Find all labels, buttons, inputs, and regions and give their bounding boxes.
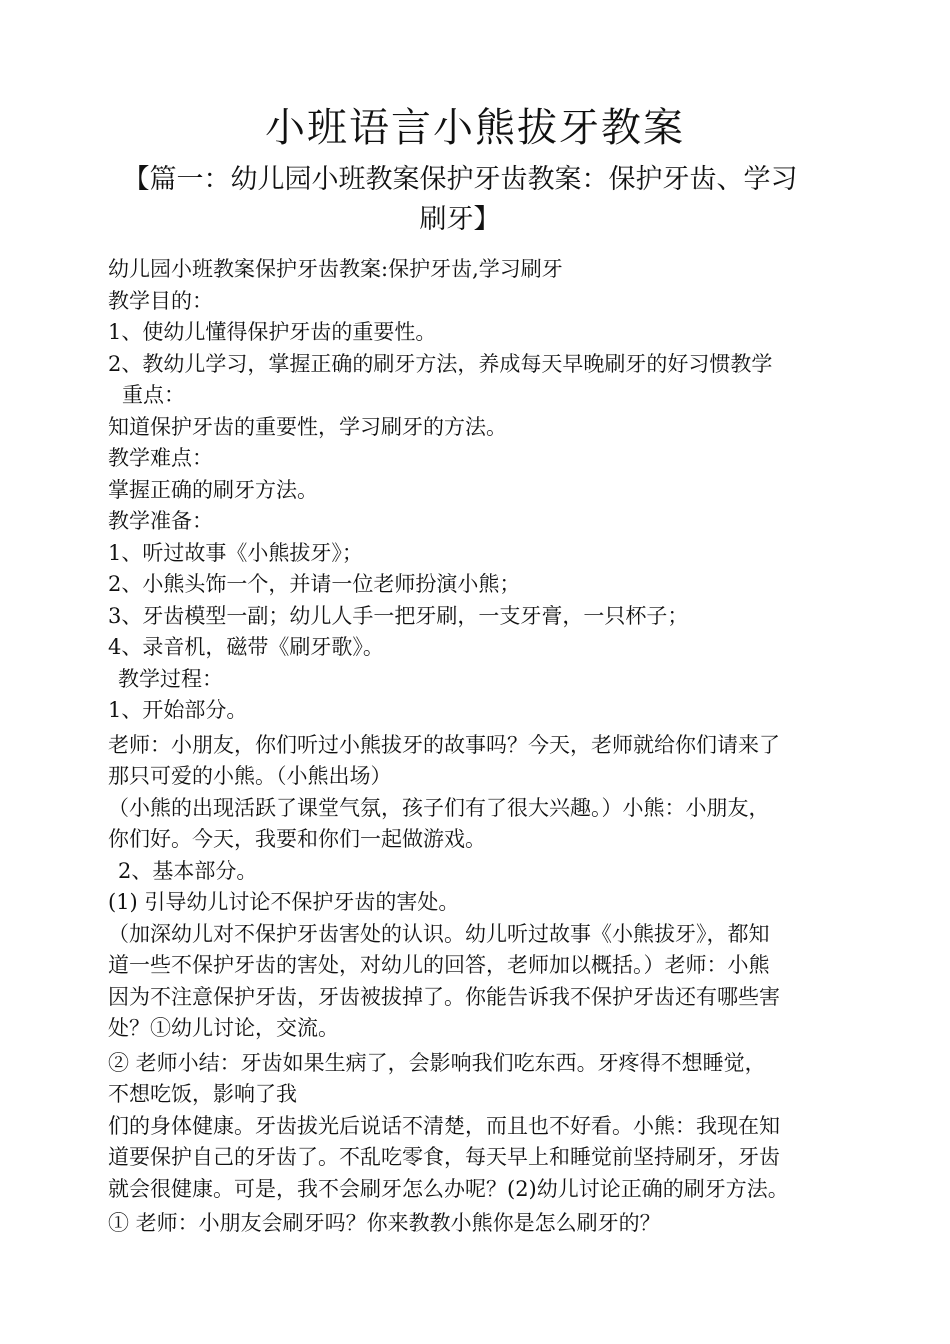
- text-line: 就会很健康。可是，我不会刷牙怎么办呢？(2)幼儿讨论正确的刷牙方法。: [108, 1176, 789, 1201]
- text-line: 2、小熊头饰一个，并请一位老师扮演小熊；: [108, 572, 521, 596]
- text-line: 教学准备：: [108, 509, 213, 533]
- text-line: 幼儿园小班教案保护牙齿教案:保护牙齿,学习刷牙: [108, 257, 563, 281]
- document-subtitle: 【篇一：幼儿园小班教案保护牙齿教案：保护牙齿、学习刷牙】: [122, 164, 798, 235]
- text-line: 那只可爱的小熊。（小熊出场）: [108, 764, 392, 788]
- text-line: （小熊的出现活跃了课堂气氛，孩子们有了很大兴趣。）小熊：小朋友，: [108, 795, 770, 820]
- text-line: 处？①幼儿讨论，交流。: [108, 1016, 339, 1040]
- text-line: 老师：小朋友，你们听过小熊拔牙的故事吗？今天，老师就给你们请来了: [108, 732, 780, 757]
- text-line: 道要保护自己的牙齿了。不乱吃零食，每天早上和睡觉前坚持刷牙，牙齿: [108, 1145, 780, 1169]
- text-line: ① 老师：小朋友会刷牙吗？你来教教小熊你是怎么刷牙的？: [108, 1211, 661, 1235]
- text-line: 掌握正确的刷牙方法。: [108, 477, 318, 502]
- text-line: 因为不注意保护牙齿，牙齿被拔掉了。你能告诉我不保护牙齿还有哪些害: [108, 984, 780, 1009]
- text-line: 你们好。今天，我要和你们一起做游戏。: [108, 827, 486, 851]
- text-line: 道一些不保护牙齿的害处，对幼儿的回答，老师加以概括。）老师：小熊: [108, 953, 770, 977]
- text-line: 教学难点：: [108, 446, 213, 470]
- document-body: [108, 254, 856, 1240]
- text-line: 知道保护牙齿的重要性，学习刷牙的方法。: [108, 414, 507, 439]
- text-line: 教学过程：: [118, 666, 223, 691]
- text-line: 2、教幼儿学习，掌握正确的刷牙方法，养成每天早晚刷牙的好习惯教学: [108, 351, 773, 376]
- text-line: 1、开始部分。: [108, 698, 248, 722]
- text-line: 们的身体健康。牙齿拔光后说话不清楚，而且也不好看。小熊：我现在知: [108, 1113, 780, 1138]
- text-line: 2、基本部分。: [118, 858, 258, 883]
- text-line: 4、录音机，磁带《刷牙歌》。: [108, 635, 384, 659]
- text-line: 重点：: [122, 383, 185, 407]
- document-title: 小班语言小熊拔牙教案: [265, 105, 685, 151]
- text-line: 1、使幼儿懂得保护牙齿的重要性。: [108, 320, 437, 344]
- text-line: 教学目的：: [108, 288, 213, 313]
- text-line: 3、牙齿模型一副；幼儿人手一把牙刷，一支牙膏，一只杯子；: [108, 603, 689, 628]
- text-line: 1、听过故事《小熊拔牙》；: [108, 540, 363, 565]
- text-line: ② 老师小结：牙齿如果生病了，会影响我们吃东西。牙疼得不想睡觉，: [108, 1050, 766, 1075]
- text-line: 不想吃饭，影响了我: [108, 1082, 297, 1106]
- text-line: （加深幼儿对不保护牙齿害处的认识。幼儿听过故事《小熊拔牙》，都知: [108, 921, 770, 946]
- text-line: (1) 引导幼儿讨论不保护牙齿的害处。: [108, 890, 460, 914]
